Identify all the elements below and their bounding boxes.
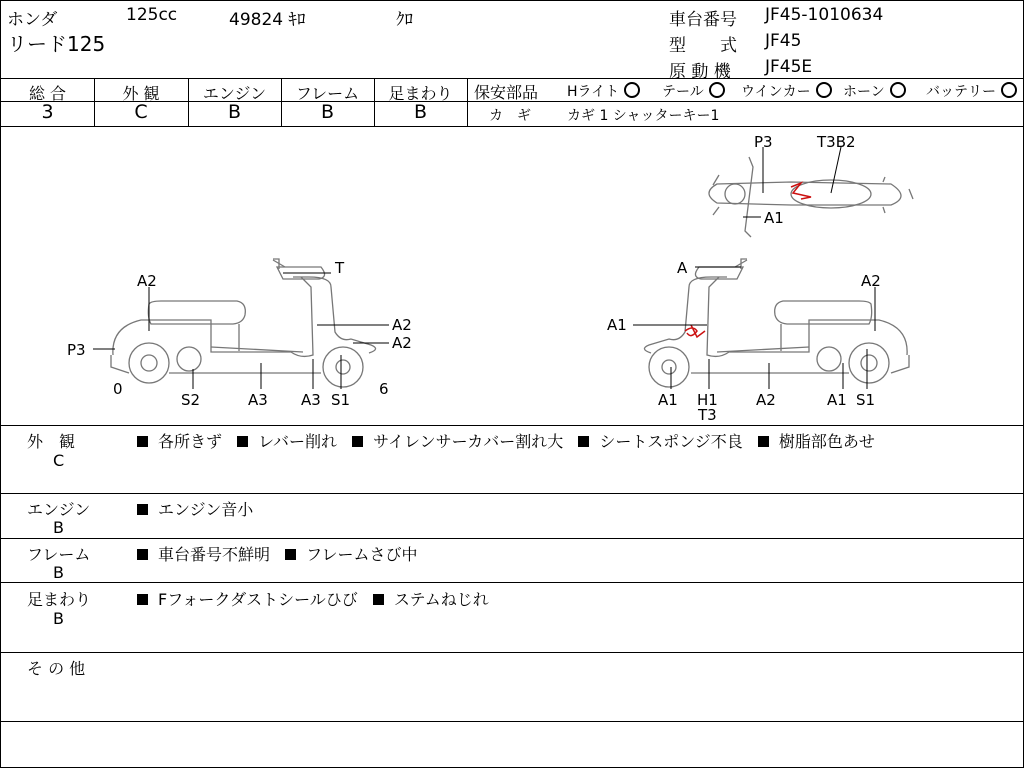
diagram-label-left: A2 bbox=[392, 316, 412, 334]
note: 各所きず bbox=[158, 432, 223, 451]
diagram-label-left: S2 bbox=[181, 391, 201, 409]
bullet-icon bbox=[137, 436, 148, 447]
equip-tail-label: テール bbox=[662, 84, 704, 100]
section-label-other: そ の 他 bbox=[27, 659, 86, 678]
section-label-engine: エンジン bbox=[27, 500, 91, 519]
equip-horn-label: ホーン bbox=[843, 84, 885, 100]
diagram-label-left: A3 bbox=[248, 391, 268, 409]
divider bbox=[1, 538, 1023, 539]
section-label-suspension: 足まわり bbox=[27, 590, 92, 609]
note: サイレンサーカバー割れ大 bbox=[373, 432, 564, 451]
equipment-label: 保安部品 bbox=[474, 83, 539, 102]
section-grade-suspension: B bbox=[53, 609, 64, 628]
section-grade-exterior: C bbox=[53, 451, 65, 470]
damage-diagram bbox=[1, 127, 1023, 425]
diagram-label-left: A2 bbox=[392, 334, 412, 352]
note: フレームさび中 bbox=[306, 545, 418, 564]
section-label-frame: フレーム bbox=[27, 545, 91, 564]
bullet-icon bbox=[137, 549, 148, 560]
bullet-icon bbox=[137, 594, 148, 605]
ok-circle-icon bbox=[890, 82, 906, 98]
divider bbox=[1, 582, 1023, 583]
type-label: 型 式 bbox=[669, 36, 737, 56]
model-name: リード125 bbox=[7, 32, 106, 56]
diagram-label-left: P3 bbox=[67, 341, 86, 359]
divider bbox=[1, 493, 1023, 494]
grade-value-frame: B bbox=[320, 101, 335, 123]
section-notes-suspension bbox=[137, 587, 489, 610]
divider bbox=[467, 78, 468, 126]
diagram-label-right: H1 bbox=[697, 391, 718, 409]
diagram-label-top: A1 bbox=[764, 209, 784, 227]
diagram-label-top: P3 bbox=[754, 133, 773, 151]
bullet-icon bbox=[285, 549, 296, 560]
note: エンジン音小 bbox=[158, 500, 254, 519]
equip-battery bbox=[926, 81, 1017, 101]
diagram-label-right: A1 bbox=[658, 391, 678, 409]
diagram-label-left: 6 bbox=[379, 380, 389, 398]
diagram-labels bbox=[67, 133, 881, 424]
grade-header-exterior: 外 観 bbox=[122, 84, 160, 103]
displacement: 125cc bbox=[126, 5, 178, 25]
grade-value-engine: B bbox=[227, 101, 242, 123]
note: Fフォークダストシールひび bbox=[158, 590, 358, 609]
equip-headlight bbox=[567, 81, 640, 101]
equip-winker-label: ウインカー bbox=[741, 84, 811, 100]
frame-no: JF45-1010634 bbox=[765, 5, 884, 25]
equip-horn bbox=[843, 81, 906, 101]
ok-circle-icon bbox=[624, 82, 640, 98]
section-label-exterior: 外 観 bbox=[27, 432, 76, 451]
bullet-icon bbox=[237, 436, 248, 447]
section-grade-engine: B bbox=[53, 518, 64, 537]
divider bbox=[1, 652, 1023, 653]
color: ｸﾛ bbox=[396, 10, 413, 30]
section-notes-frame bbox=[137, 542, 417, 565]
ok-circle-icon bbox=[709, 82, 725, 98]
engine-label: 原 動 機 bbox=[669, 62, 731, 82]
diagram-label-right: A2 bbox=[756, 391, 776, 409]
equip-tail bbox=[662, 81, 725, 101]
equip-battery-label: バッテリー bbox=[926, 84, 996, 100]
note: 樹脂部色あせ bbox=[778, 432, 875, 451]
diagram-label-right: A1 bbox=[607, 316, 627, 334]
section-notes-engine bbox=[137, 497, 253, 520]
bullet-icon bbox=[137, 504, 148, 515]
bullet-icon bbox=[578, 436, 589, 447]
note: レバー削れ bbox=[258, 432, 337, 451]
mileage: 49824 ｷﾛ bbox=[229, 10, 306, 30]
diagram-label-right: T3 bbox=[698, 406, 717, 424]
equip-headlight-label: Hライト bbox=[567, 84, 620, 100]
divider bbox=[1, 721, 1023, 722]
diagram-label-left: A2 bbox=[137, 272, 157, 290]
diagram-label-right: A2 bbox=[861, 272, 881, 290]
divider bbox=[1, 78, 1023, 79]
frame-no-label: 車台番号 bbox=[669, 10, 737, 30]
key-value: カギ 1 シャッターキー1 bbox=[567, 108, 720, 124]
engine-value: JF45E bbox=[765, 57, 813, 77]
section-grade-frame: B bbox=[53, 563, 64, 582]
section-notes-exterior bbox=[137, 429, 875, 452]
note: ステムねじれ bbox=[393, 590, 489, 609]
key-label: カ ギ bbox=[489, 108, 531, 124]
grade-header-engine: エンジン bbox=[202, 84, 267, 103]
grade-header-frame: フレーム bbox=[295, 84, 360, 103]
note: 車台番号不鮮明 bbox=[158, 545, 271, 564]
diagram-label-right: S1 bbox=[856, 391, 876, 409]
diagram-label-left: T bbox=[335, 259, 345, 277]
ok-circle-icon bbox=[1001, 82, 1017, 98]
grade-value-exterior: C bbox=[134, 101, 148, 123]
diagram-label-top: T3B2 bbox=[817, 133, 856, 151]
grade-value-overall: 3 bbox=[41, 101, 54, 123]
type-value: JF45 bbox=[765, 31, 802, 51]
diagram-label-right: A bbox=[677, 259, 688, 277]
ok-circle-icon bbox=[816, 82, 832, 98]
grade-header-suspension: 足まわり bbox=[388, 84, 453, 103]
diagram-label-left: S1 bbox=[331, 391, 351, 409]
diagram-label-left: 0 bbox=[113, 380, 123, 398]
grade-value-suspension: B bbox=[413, 101, 428, 123]
grade-header-overall: 総 合 bbox=[28, 84, 67, 103]
bullet-icon bbox=[758, 436, 769, 447]
bullet-icon bbox=[373, 594, 384, 605]
divider bbox=[1, 425, 1023, 426]
equip-winker bbox=[741, 81, 832, 101]
diagram-label-right: A1 bbox=[827, 391, 847, 409]
bullet-icon bbox=[352, 436, 363, 447]
diagram-label-left: A3 bbox=[301, 391, 321, 409]
note: シートスポンジ不良 bbox=[599, 432, 743, 451]
maker: ホンダ bbox=[7, 10, 58, 30]
